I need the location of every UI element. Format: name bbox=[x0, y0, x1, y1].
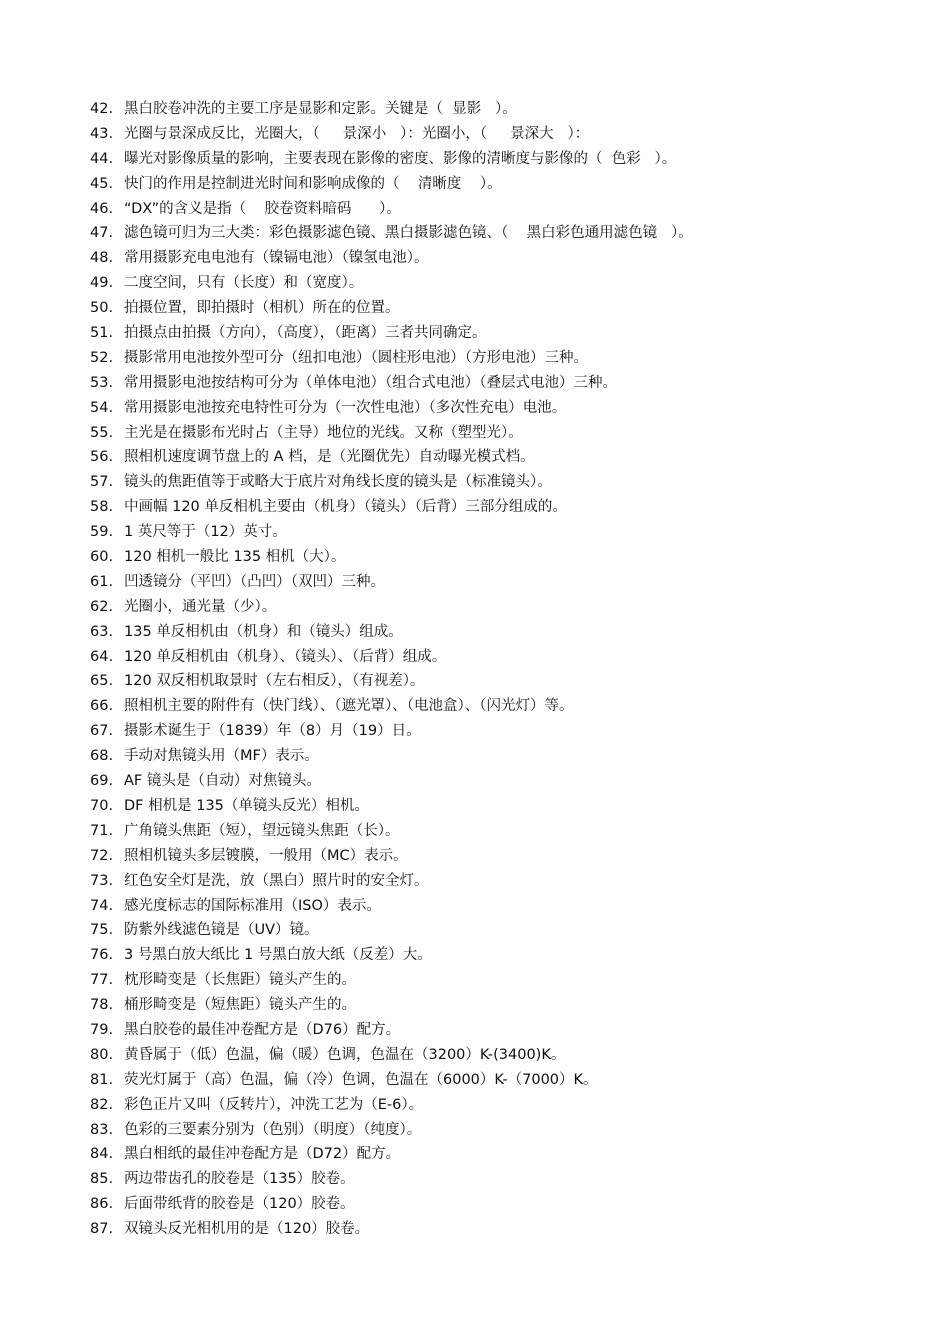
item-text: 黑白胶卷的最佳冲卷配方是（D76）配方。 bbox=[124, 1021, 401, 1038]
item-text: 120 单反相机由（机身）、（镜头）、（后背）组成。 bbox=[124, 648, 447, 665]
item-text: 枕形畸变是（长焦距）镜头产生的。 bbox=[124, 972, 356, 989]
item-number: 50. bbox=[90, 300, 114, 317]
item-number: 77. bbox=[90, 972, 114, 989]
item-text: 二度空间，只有（长度）和（宽度）。 bbox=[124, 275, 364, 292]
item-text: 拍摄位置，即拍摄时（相机）所在的位置。 bbox=[124, 300, 400, 317]
list-item bbox=[90, 1018, 910, 1043]
item-text: 感光度标志的国际标准用（ISO）表示。 bbox=[124, 897, 381, 914]
item-number: 61. bbox=[90, 573, 114, 590]
item-number: 68. bbox=[90, 748, 114, 765]
item-text: 1 英尺等于（12）英寸。 bbox=[124, 524, 287, 541]
list-item bbox=[90, 321, 910, 346]
item-text: 黄昏属于（低）色温，偏（暖）色调，色温在（3200）K-(3400)K。 bbox=[124, 1046, 566, 1063]
item-text: 常用摄影充电电池有（镍镉电池）（镍氢电池）。 bbox=[124, 250, 429, 267]
item-text: 常用摄影电池按充电特性可分为（一次性电池）（多次性充电）电池。 bbox=[124, 399, 567, 416]
item-number: 46. bbox=[90, 200, 114, 217]
item-text: 摄影术诞生于（1839）年（8）月（19）日。 bbox=[124, 723, 421, 740]
item-text: 镜头的焦距值等于或略大于底片对角线长度的镜头是（标准镜头）。 bbox=[124, 474, 552, 491]
item-text: 彩色正片又叫（反转片），冲洗工艺为（E-6）。 bbox=[124, 1096, 424, 1113]
item-text: 广角镜头焦距（短），望远镜头焦距（长）。 bbox=[124, 822, 400, 839]
item-number: 52. bbox=[90, 349, 114, 366]
item-text: 照相机速度调节盘上的 A 档，是（光圈优先）自动曝光模式档。 bbox=[124, 449, 535, 466]
list-item bbox=[90, 1093, 910, 1118]
item-text: 黑白相纸的最佳冲卷配方是（D72）配方。 bbox=[124, 1146, 401, 1163]
item-text: 3 号黑白放大纸比 1 号黑白放大纸（反差）大。 bbox=[124, 947, 432, 964]
item-number: 59. bbox=[90, 524, 114, 541]
item-text: 中画幅 120 单反相机主要由（机身）（镜头）（后背）三部分组成的。 bbox=[124, 499, 567, 516]
item-number: 72. bbox=[90, 847, 114, 864]
list-item bbox=[90, 918, 910, 943]
list-item bbox=[90, 1167, 910, 1192]
item-text: 双镜头反光相机用的是（120）胶卷。 bbox=[124, 1221, 370, 1238]
item-text: 黑白胶卷冲洗的主要工序是显影和定影。关键是（ 显影 ）。 bbox=[124, 101, 517, 117]
list-item bbox=[90, 1043, 910, 1068]
item-number: 55. bbox=[90, 424, 114, 441]
item-text: 135 单反相机由（机身）和（镜头）组成。 bbox=[124, 623, 403, 640]
item-number: 83. bbox=[90, 1121, 114, 1138]
item-text: 色彩的三要素分别为（色别）（明度）（纯度）。 bbox=[124, 1121, 422, 1138]
item-text: 120 双反相机取景时（左右相反），（有视差）。 bbox=[124, 673, 425, 690]
item-number: 70. bbox=[90, 797, 114, 814]
item-text: DF 相机是 135（单镜头反光）相机。 bbox=[124, 797, 369, 814]
list-item bbox=[90, 570, 910, 595]
question-list bbox=[90, 97, 910, 1242]
item-number: 56. bbox=[90, 449, 114, 466]
item-text: 凹透镜分（平凹）（凸凹）（双凹）三种。 bbox=[124, 573, 385, 590]
list-item bbox=[90, 819, 910, 844]
item-text: 光圈小，通光量（少）。 bbox=[124, 598, 277, 615]
item-text: “DX”的含义是指（ 胶卷资料暗码 ）。 bbox=[124, 200, 401, 217]
item-number: 85. bbox=[90, 1171, 114, 1188]
item-number: 45. bbox=[90, 175, 114, 192]
item-text: AF 镜头是（自动）对焦镜头。 bbox=[124, 773, 321, 790]
item-number: 47. bbox=[90, 225, 114, 242]
item-number: 44. bbox=[90, 150, 114, 167]
item-text: 两边带齿孔的胶卷是（135）胶卷。 bbox=[124, 1171, 355, 1188]
item-number: 69. bbox=[90, 773, 114, 790]
item-number: 58. bbox=[90, 499, 114, 516]
list-item bbox=[90, 122, 910, 147]
item-number: 82. bbox=[90, 1096, 114, 1113]
item-text: 光圈与景深成反比，光圈大，（ 景深小 ）：光圈小，（ 景深大 ）： bbox=[124, 125, 590, 142]
item-text: 常用摄影电池按结构可分为（单体电池）（组合式电池）（叠层式电池）三种。 bbox=[124, 374, 617, 391]
list-item bbox=[90, 869, 910, 894]
item-number: 62. bbox=[90, 598, 114, 615]
item-number: 48. bbox=[90, 250, 114, 267]
list-item bbox=[90, 545, 910, 570]
item-text: 拍摄点由拍摄（方向），（高度），（距离）三者共同确定。 bbox=[124, 325, 487, 342]
list-item bbox=[90, 744, 910, 769]
item-number: 60. bbox=[90, 549, 114, 566]
item-text: 红色安全灯是洗，放（黑白）照片时的安全灯。 bbox=[124, 872, 429, 889]
list-item bbox=[90, 445, 910, 470]
item-number: 81. bbox=[90, 1071, 114, 1088]
item-number: 86. bbox=[90, 1196, 114, 1213]
item-number: 84. bbox=[90, 1146, 114, 1163]
item-number: 42. bbox=[90, 101, 114, 117]
list-item bbox=[90, 993, 910, 1018]
item-number: 80. bbox=[90, 1046, 114, 1063]
item-number: 64. bbox=[90, 648, 114, 665]
list-item bbox=[90, 719, 910, 744]
list-item bbox=[90, 197, 910, 222]
list-item bbox=[90, 396, 910, 421]
item-text: 照相机镜头多层镀膜，一般用（MC）表示。 bbox=[124, 847, 408, 864]
item-number: 57. bbox=[90, 474, 114, 491]
list-item bbox=[90, 172, 910, 197]
item-number: 53. bbox=[90, 374, 114, 391]
list-item bbox=[90, 1217, 910, 1242]
item-number: 79. bbox=[90, 1021, 114, 1038]
list-item bbox=[90, 97, 910, 122]
item-text: 快门的作用是控制进光时间和影响成像的（ 清晰度 ）。 bbox=[124, 175, 502, 192]
item-number: 76. bbox=[90, 947, 114, 964]
item-text: 防紫外线滤色镜是（UV）镜。 bbox=[124, 922, 319, 939]
list-item bbox=[90, 1192, 910, 1217]
item-text: 滤色镜可归为三大类：彩色摄影滤色镜、黑白摄影滤色镜、（ 黑白彩色通用滤色镜 ）。 bbox=[124, 225, 693, 242]
list-item bbox=[90, 470, 910, 495]
item-number: 51. bbox=[90, 325, 114, 342]
list-item bbox=[90, 694, 910, 719]
list-item bbox=[90, 968, 910, 993]
list-item bbox=[90, 495, 910, 520]
item-text: 120 相机一般比 135 相机（大）。 bbox=[124, 549, 346, 566]
list-item bbox=[90, 371, 910, 396]
item-text: 照相机主要的附件有（快门线）、（遮光罩）、（电池盒）、（闪光灯）等。 bbox=[124, 698, 574, 715]
item-number: 49. bbox=[90, 275, 114, 292]
item-number: 74. bbox=[90, 897, 114, 914]
list-item bbox=[90, 271, 910, 296]
list-item bbox=[90, 147, 910, 172]
list-item bbox=[90, 769, 910, 794]
item-number: 54. bbox=[90, 399, 114, 416]
item-number: 87. bbox=[90, 1221, 114, 1238]
item-text: 荧光灯属于（高）色温，偏（冷）色调，色温在（6000）K-（7000）K。 bbox=[124, 1071, 598, 1088]
item-number: 43. bbox=[90, 125, 114, 142]
item-number: 73. bbox=[90, 872, 114, 889]
list-item bbox=[90, 894, 910, 919]
item-text: 曝光对影像质量的影响，主要表现在影像的密度、影像的清晰度与影像的（ 色彩 ）。 bbox=[124, 150, 677, 167]
list-item bbox=[90, 620, 910, 645]
item-text: 手动对焦镜头用（MF）表示。 bbox=[124, 748, 319, 765]
list-item bbox=[90, 943, 910, 968]
item-number: 67. bbox=[90, 723, 114, 740]
item-number: 63. bbox=[90, 623, 114, 640]
item-text: 主光是在摄影布光时占（主导）地位的光线。又称（塑型光）。 bbox=[124, 424, 523, 441]
item-text: 摄影常用电池按外型可分（纽扣电池）（圆柱形电池）（方形电池）三种。 bbox=[124, 349, 588, 366]
item-number: 71. bbox=[90, 822, 114, 839]
list-item bbox=[90, 346, 910, 371]
item-text: 桶形畸变是（短焦距）镜头产生的。 bbox=[124, 997, 356, 1014]
list-item bbox=[90, 794, 910, 819]
list-item bbox=[90, 221, 910, 246]
list-item bbox=[90, 669, 910, 694]
list-item bbox=[90, 645, 910, 670]
list-item bbox=[90, 1118, 910, 1143]
list-item bbox=[90, 296, 910, 321]
list-item bbox=[90, 844, 910, 869]
item-text: 后面带纸背的胶卷是（120）胶卷。 bbox=[124, 1196, 355, 1213]
list-item bbox=[90, 520, 910, 545]
list-item bbox=[90, 595, 910, 620]
item-number: 75. bbox=[90, 922, 114, 939]
list-item bbox=[90, 421, 910, 446]
list-item bbox=[90, 246, 910, 271]
list-item bbox=[90, 1068, 910, 1093]
item-number: 78. bbox=[90, 997, 114, 1014]
item-number: 66. bbox=[90, 698, 114, 715]
list-item bbox=[90, 1142, 910, 1167]
item-number: 65. bbox=[90, 673, 114, 690]
